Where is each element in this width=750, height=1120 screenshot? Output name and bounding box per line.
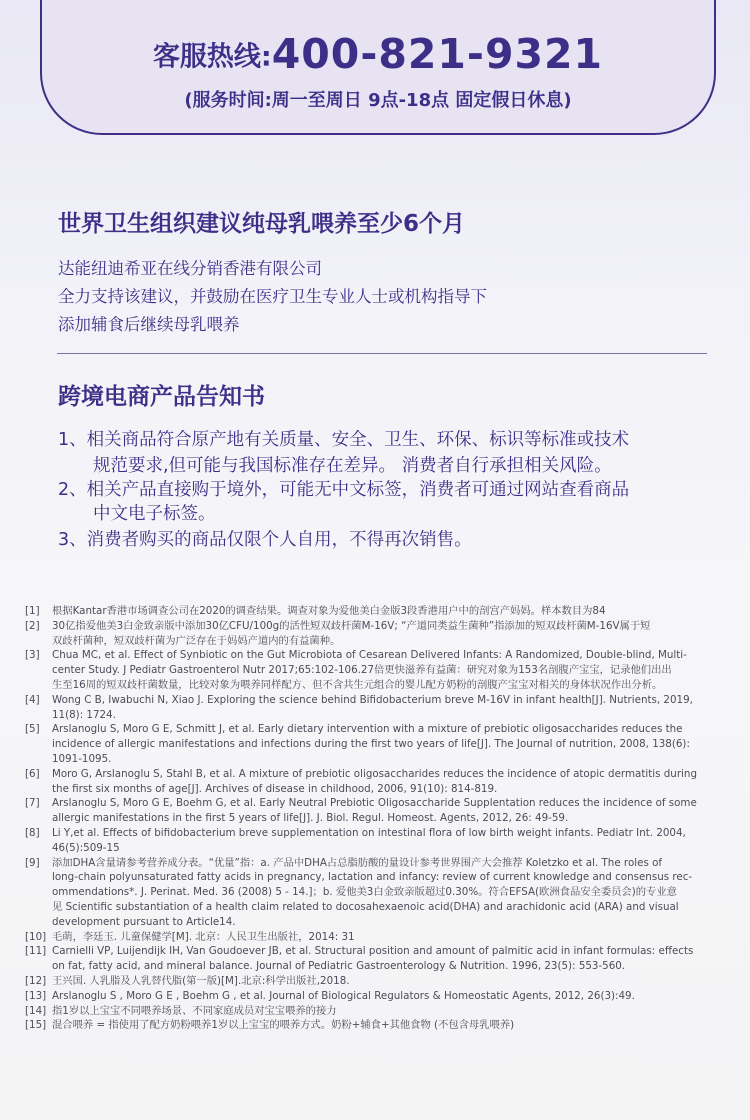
reference-text <box>52 989 730 1004</box>
reference-text <box>52 1018 730 1033</box>
notice-item-1: 1、相关商品符合原产地有关质量、安全、卫生、环保、标识等标准或技术 <box>58 430 630 450</box>
reference-text <box>52 930 730 945</box>
reference-text <box>52 856 730 930</box>
cross-border-notice-title: 跨境电商产品告知书 <box>58 384 265 410</box>
reference-line: 双歧杆菌种，短双歧杆菌为广泛存在于妈妈产道内的有益菌种。 <box>52 634 341 647</box>
reference-number: [10] <box>25 930 47 943</box>
reference-line: development pursuant to Article14. <box>52 915 236 928</box>
notice-item-2-continued: 中文电子标签。 <box>93 504 216 524</box>
reference-text <box>52 796 730 826</box>
service-hours: (服务时间:周一至周日 9点-18点 固定假日休息) <box>184 90 572 111</box>
reference-number: [5] <box>25 723 40 736</box>
reference-line: allergic manifestations in the first 5 years of life[J]. J. Biol. Regul. Homeost. Agents, 2012, 26: 49-59. <box>52 812 569 825</box>
reference-number: [7] <box>25 797 40 810</box>
reference-item <box>25 944 730 974</box>
reference-text <box>52 767 730 797</box>
reference-number: [1] <box>25 605 40 617</box>
reference-item <box>25 974 730 989</box>
reference-item <box>25 619 730 649</box>
references-list <box>25 604 730 1033</box>
reference-item <box>25 796 730 826</box>
who-statement-line: 添加辅食后继续母乳喂养 <box>58 315 240 334</box>
reference-line: Arslanoglu S, Moro G E, Boehm G, et al. Early Neutral Prebiotic Oligosaccharide Supplentation reduces the incidence of some <box>52 797 697 810</box>
reference-line: 见 Scientific substantiation of a health claim related to docosahexaenoic acid(DHA) and arachidonic acid (ARA) and visual <box>52 900 679 913</box>
hotline-label: 客服热线: <box>152 41 272 73</box>
reference-item <box>25 767 730 797</box>
reference-item <box>25 930 730 945</box>
reference-line: 指1岁以上宝宝不同喂养场景、不同家庭成员对宝宝喂养的接力 <box>52 1004 337 1017</box>
reference-item <box>25 989 730 1004</box>
reference-line: the first six months of age[J]. Archives of disease in childhood, 2006, 91(10): 814-819. <box>52 782 498 795</box>
reference-line: Arslanoglu S , Moro G E , Boehm G , et al. Journal of Biological Regulators & Homeostatic Agents, 2012, 26(3):49. <box>52 989 635 1002</box>
reference-text <box>52 944 730 974</box>
reference-line: 1091-1095. <box>52 752 112 765</box>
reference-line: 46(5):509-15 <box>52 841 120 854</box>
reference-item <box>25 1018 730 1033</box>
reference-text <box>52 604 730 619</box>
reference-text <box>52 1004 730 1019</box>
reference-line: Moro G, Arslanoglu S, Stahl B, et al. A mixture of prebiotic oligosaccharides reduces the incidence of atopic dermatitis during <box>52 767 697 780</box>
reference-line: ommendations*. J. Perinat. Med. 36 (2008) 5 - 14.]；b. 爱他美3白金致亲版超过0.30%。符合EFSA(欧洲食品安全委员会)的专业意 <box>52 886 677 899</box>
hotline-heading <box>42 30 714 78</box>
reference-number: [13] <box>25 989 47 1002</box>
reference-item <box>25 648 730 692</box>
reference-line: center Study. J Pediatr Gastroenterol Nutr 2017;65:102-106.27倍更快滋养有益菌：研究对象为153名剖腹产宝宝，记录他们出出 <box>52 664 672 677</box>
reference-line: 混合喂养 = 指使用了配方奶粉喂养1岁以上宝宝的喂养方式。奶粉+辅食+其他食物 (不包含母乳喂养) <box>52 1019 515 1032</box>
who-statement-line: 全力支持该建议，并鼓励在医疗卫生专业人士或机构指导下 <box>58 287 487 306</box>
reference-line: Carnielli VP, Luijendijk IH, Van Goudoever JB, et al. Structural position and amount of palmitic acid in infant formulas: effects <box>52 945 694 958</box>
reference-number: [11] <box>25 945 47 958</box>
reference-text <box>52 974 730 989</box>
reference-item <box>25 826 730 856</box>
reference-item <box>25 604 730 619</box>
reference-text <box>52 722 730 766</box>
who-recommendation-title: 世界卫生组织建议纯母乳喂养至少6个月 <box>58 211 466 237</box>
reference-line: Chua MC, et al. Effect of Synbiotic on the Gut Microbiota of Cesarean Delivered Infants: A Randomized, Double-blind, Multi- <box>52 649 687 662</box>
reference-number: [9] <box>25 856 40 869</box>
hotline-number[interactable]: 400-821-9321 <box>271 30 604 78</box>
reference-number: [12] <box>25 974 47 987</box>
reference-text <box>52 693 730 723</box>
reference-number: [2] <box>25 619 40 632</box>
who-statement-line: 达能纽迪希亚在线分销香港有限公司 <box>58 259 322 278</box>
hotline-box <box>40 0 716 135</box>
reference-line: 30亿指爱他美3白金致亲版中添加30亿CFU/100g的活性短双歧杆菌M-16V; “产道同类益生菌种”指添加的短双歧杆菌M-16V属于短 <box>52 619 651 632</box>
reference-line: 添加DHA含量请参考营养成分表。“优量”指：a. 产品中DHA占总脂肪酸的量设计参考世界围产大会推荐 Koletzko et al. The roles of <box>52 856 663 869</box>
reference-line: incidence of allergic manifestations and infections during the first two years of life[J]. The Journal of nutrition, 2008, 138(6): <box>52 738 690 751</box>
reference-text <box>52 619 730 649</box>
reference-number: [8] <box>25 826 40 839</box>
reference-line: 毛萌，李廷玉. 儿童保健学[M]. 北京：人民卫生出版社，2014: 31 <box>52 930 355 943</box>
section-divider <box>57 353 707 354</box>
reference-item <box>25 1004 730 1019</box>
reference-number: [4] <box>25 693 40 706</box>
reference-item <box>25 856 730 930</box>
reference-number: [15] <box>25 1019 47 1032</box>
reference-item <box>25 693 730 723</box>
notice-item-1-continued: 规范要求,但可能与我国标准存在差异。 消费者自行承担相关风险。 <box>93 456 612 476</box>
reference-line: long-chain polyunsaturated fatty acids in pregnancy, lactation and infancy: review of current knowledge and consensus rec- <box>52 871 693 884</box>
reference-text <box>52 648 730 692</box>
reference-line: 根据Kantar香港市场调查公司在2020的调查结果。调查对象为爱他美白金版3段香港用户中的剖宫产妈妈。样本数目为84 <box>52 605 606 617</box>
reference-line: Arslanoglu S, Moro G E, Schmitt J, et al. Early dietary intervention with a mixture of prebiotic oligosaccharides reduces the <box>52 723 683 736</box>
reference-text <box>52 826 730 856</box>
reference-number: [14] <box>25 1004 47 1017</box>
notice-item-2: 2、相关产品直接购于境外，可能无中文标签，消费者可通过网站查看商品 <box>58 480 630 500</box>
reference-line: on fat, fatty acid, and mineral balance. Journal of Pediatric Gastroenterology & Nutrition. 1996, 23(5): 553-560. <box>52 960 626 973</box>
reference-line: 生至16周的短双歧杆菌数量，比较对象为喂养同样配方、但不含共生元组合的婴儿配方奶粉的剖腹产宝宝对相关的身体状况作出分析。 <box>52 678 663 691</box>
reference-line: 11(8): 1724. <box>52 708 116 721</box>
reference-line: 王兴国. 人乳脂及人乳替代脂(第一版)[M].北京:科学出版社,2018. <box>52 974 350 987</box>
reference-item <box>25 722 730 766</box>
reference-number: [3] <box>25 649 40 662</box>
notice-item-3: 3、消费者购买的商品仅限个人自用，不得再次销售。 <box>58 530 472 550</box>
reference-line: Li Y,et al. Effects of bifidobacterium breve supplementation on intestinal flora of low birth weight infants. Pediatr Int. 2004, <box>52 826 686 839</box>
reference-line: Wong C B, Iwabuchi N, Xiao J. Exploring the science behind Bifidobacterium breve M-16V in infant health[J]. Nutrients, 2019, <box>52 693 693 706</box>
reference-number: [6] <box>25 767 40 780</box>
